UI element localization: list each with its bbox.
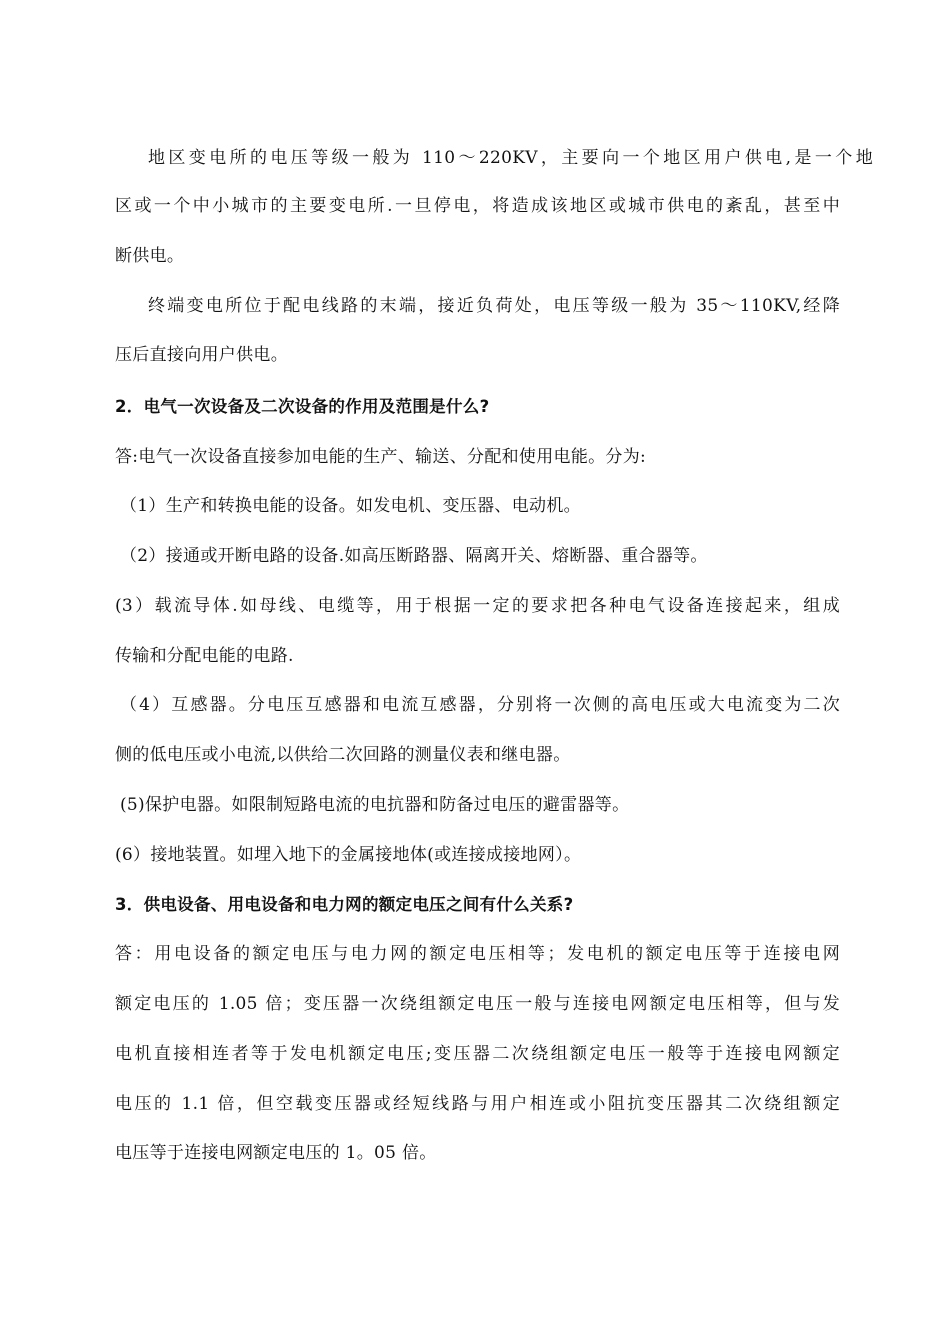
paragraph-line: 断供电。 <box>115 246 185 266</box>
list-item: (5)保护电器。如限制短路电流的电抗器和防备过电压的避雷器等。 <box>120 795 630 815</box>
paragraph-line: 电压等于连接电网额定电压的 1。05 倍。 <box>115 1143 437 1163</box>
list-item: （2）接通或开断电路的设备.如高压断路器、隔离开关、熔断器、重合器等。 <box>120 546 708 566</box>
paragraph-line: 压后直接向用户供电。 <box>115 345 288 365</box>
paragraph-line: 额定电压的 1.05 倍；变压器一次绕组额定电压一般与连接电网额定电压相等，但与发 <box>115 994 840 1014</box>
paragraph-line: 答:电气一次设备直接参加电能的生产、输送、分配和使用电能。分为: <box>115 447 647 467</box>
list-item: （1）生产和转换电能的设备。如发电机、变压器、电动机。 <box>120 496 581 516</box>
paragraph-line: 侧的低电压或小电流,以供给二次回路的测量仪表和继电器。 <box>115 745 571 765</box>
paragraph-line: 地区变电所的电压等级一般为 110～220KV，主要向一个地区用户供电,是一个地 <box>148 148 873 168</box>
section-heading: 3．供电设备、用电设备和电力网的额定电压之间有什么关系? <box>115 895 574 914</box>
paragraph-line: 终端变电所位于配电线路的末端，接近负荷处，电压等级一般为 35～110KV,经降 <box>148 296 841 316</box>
list-item: （4）互感器。分电压互感器和电流互感器，分别将一次侧的高电压或大电流变为二次 <box>120 695 840 715</box>
paragraph-line: 电压的 1.1 倍，但空载变压器或经短线路与用户相连或小阻抗变压器其二次绕组额定 <box>115 1094 840 1114</box>
list-item: (3）载流导体.如母线、电缆等，用于根据一定的要求把各种电气设备连接起来，组成 <box>115 596 840 616</box>
section-heading: 2．电气一次设备及二次设备的作用及范围是什么? <box>115 397 490 416</box>
list-item: (6）接地装置。如埋入地下的金属接地体(或连接成接地网）。 <box>115 845 582 865</box>
paragraph-line: 电机直接相连者等于发电机额定电压;变压器二次绕组额定电压一般等于连接电网额定 <box>115 1044 840 1064</box>
paragraph-line: 传输和分配电能的电路. <box>115 646 294 666</box>
paragraph-line: 区或一个中小城市的主要变电所.一旦停电，将造成该地区或城市供电的紊乱，甚至中 <box>115 196 840 216</box>
paragraph-line: 答：用电设备的额定电压与电力网的额定电压相等；发电机的额定电压等于连接电网 <box>115 944 840 964</box>
